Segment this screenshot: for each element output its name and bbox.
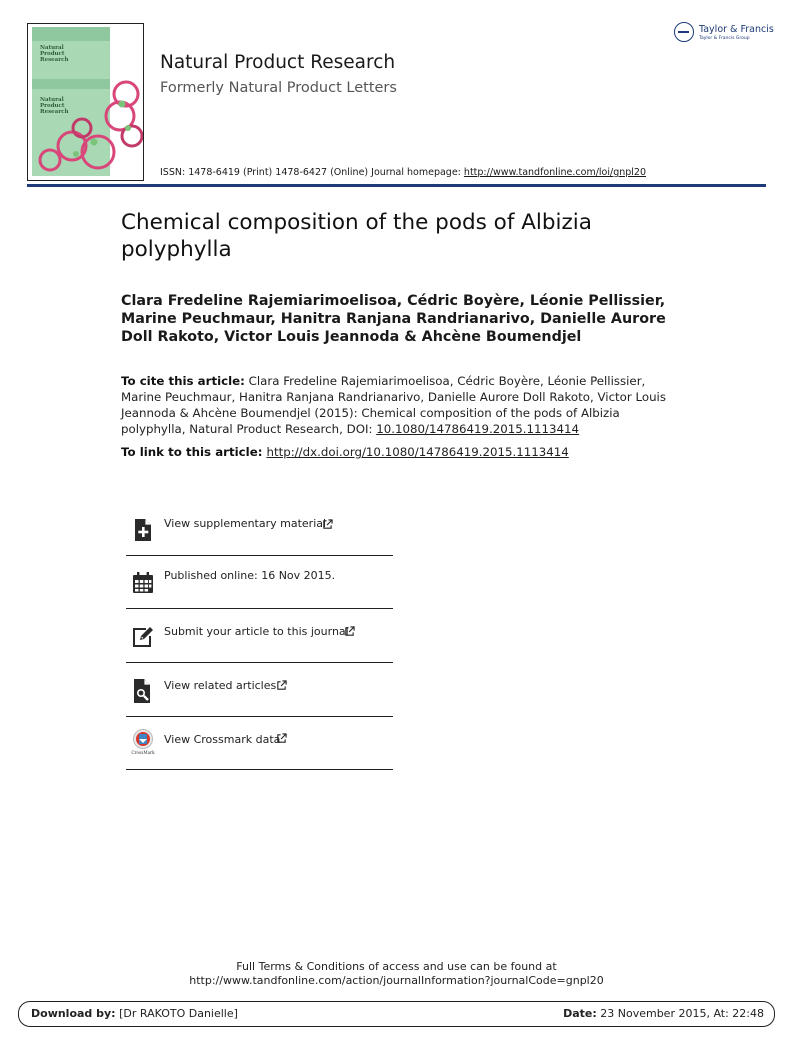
action-label: View Crossmark data [164, 733, 281, 746]
citation-block [121, 373, 681, 437]
calendar-icon [131, 571, 155, 595]
citation-label: To cite this article: [121, 374, 245, 388]
action-view-crossmark[interactable] [126, 717, 393, 770]
publisher-group: Taylor & Francis Group [699, 36, 750, 41]
cover-title-b: Natural Product Research [40, 97, 69, 115]
download-by [31, 1007, 238, 1020]
terms-notice [150, 960, 643, 988]
terms-line: Full Terms & Conditions of access and use can be found at [236, 960, 557, 973]
action-published-online [126, 556, 393, 609]
cover-molecule-art [28, 24, 143, 180]
cover-title-a: Natural Product Research [40, 45, 69, 63]
download-info-bar [18, 1001, 775, 1027]
crossmark-icon [131, 729, 155, 755]
action-label: Published online: 16 Nov 2015. [164, 569, 336, 582]
citation-text: Clara Fredeline Rajemiarimoelisoa, Cédric Boyère, Léonie Pellissier, Marine Peuchmaur, Hanitra Ranjana Randrianarivo, Danielle Aurore Doll Rakoto, Victor Louis Jeannoda & Ahcène Boumendjel (2015): Chemical composition of the pods of Albizia polyphylla, Natural Product Research, DOI: [121, 374, 666, 436]
external-link-icon [322, 519, 333, 530]
article-title: Chemical composition of the pods of Albizia polyphylla [121, 210, 592, 262]
crossmark-caption: CrossMark [131, 750, 155, 755]
download-date-value: 23 November 2015, At: 22:48 [596, 1007, 764, 1020]
action-view-related[interactable] [126, 664, 393, 717]
action-submit-article[interactable] [126, 610, 393, 663]
article-authors: Clara Fredeline Rajemiarimoelisoa, Cédric Boyère, Léonie Pellissier, Marine Peuchmaur, Hanitra Ranjana Randrianarivo, Danielle Aurore Doll Rakoto, Victor Louis Jeannoda & Ahcène Boumendjel [121, 293, 666, 345]
external-link-icon [276, 680, 287, 691]
action-label: View supplementary material [164, 517, 327, 530]
download-date [563, 1007, 764, 1020]
external-link-icon [344, 626, 355, 637]
download-date-label: Date: [563, 1007, 597, 1020]
article-link-label: To link to this article: [121, 445, 267, 459]
document-plus-icon [131, 518, 155, 542]
publisher-logo [674, 22, 774, 46]
terms-url-link[interactable]: http://www.tandfonline.com/action/journalInformation?journalCode=gnpl20 [189, 974, 604, 987]
header-divider [27, 184, 766, 187]
issn-line [160, 167, 646, 178]
edit-icon [131, 625, 155, 649]
journal-subtitle: Formerly Natural Product Letters [160, 80, 397, 96]
article-doi-url-link[interactable]: http://dx.doi.org/10.1080/14786419.2015.1113414 [266, 445, 569, 459]
action-view-supplementary[interactable] [126, 503, 393, 556]
journal-title: Natural Product Research [160, 52, 396, 73]
action-label: Submit your article to this journal [164, 625, 349, 638]
publisher-name: Taylor & Francis [699, 24, 774, 35]
download-by-label: Download by: [31, 1007, 116, 1020]
issn-text: ISSN: 1478-6419 (Print) 1478-6427 (Online) Journal homepage: [160, 167, 464, 178]
citation-doi-link[interactable]: 10.1080/14786419.2015.1113414 [376, 422, 580, 436]
article-link-line [121, 445, 569, 459]
journal-cover-image [27, 23, 144, 181]
download-by-value: [Dr RAKOTO Danielle] [115, 1007, 238, 1020]
publisher-logo-icon [674, 22, 694, 42]
journal-homepage-link[interactable]: http://www.tandfonline.com/loi/gnpl20 [463, 167, 647, 178]
external-link-icon [276, 733, 287, 744]
action-label: View related articles [164, 679, 277, 692]
search-document-icon [131, 679, 155, 703]
